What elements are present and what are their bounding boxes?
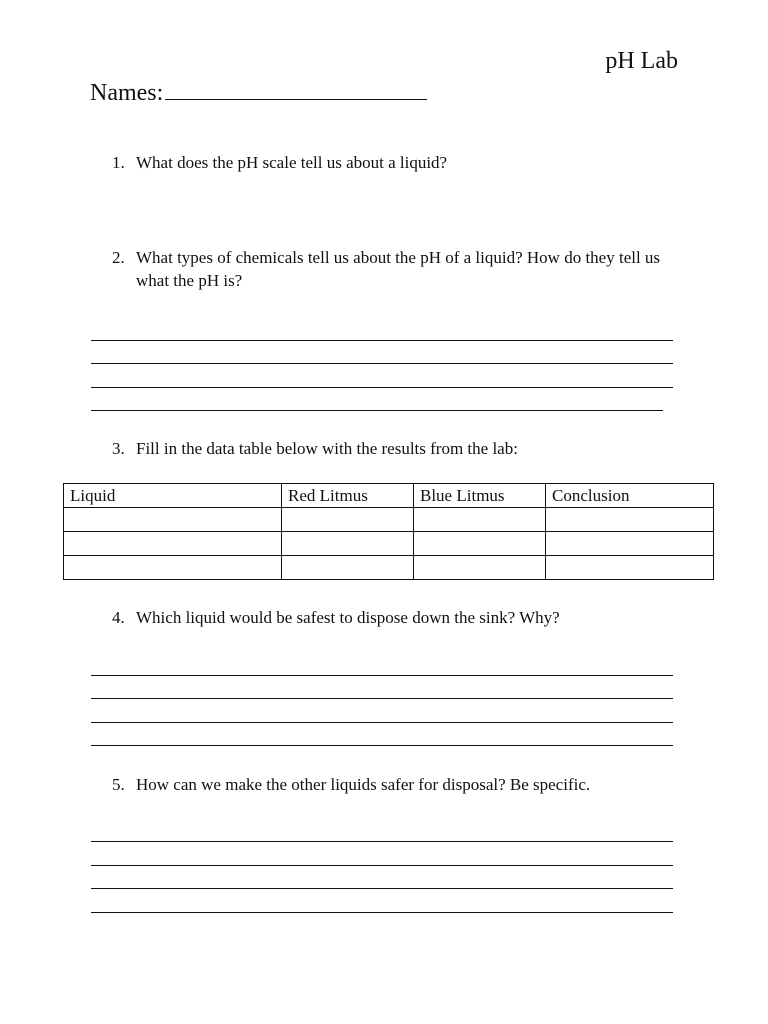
table-cell[interactable] xyxy=(414,532,546,556)
answer-line[interactable] xyxy=(91,912,673,913)
question-5 xyxy=(112,773,692,796)
table-cell[interactable] xyxy=(282,532,414,556)
table-cell[interactable] xyxy=(546,556,714,580)
answer-line[interactable] xyxy=(91,410,663,411)
question-number: 5. xyxy=(112,775,125,794)
question-text: What types of chemicals tell us about the pH of a liquid? How do they tell us what the pH is? xyxy=(136,248,661,290)
table-cell[interactable] xyxy=(64,508,282,532)
answer-line[interactable] xyxy=(91,841,673,842)
question-text: What does the pH scale tell us about a liquid? xyxy=(136,153,448,172)
answer-line[interactable] xyxy=(91,340,673,341)
page-title: pH Lab xyxy=(605,48,678,74)
question-number: 1. xyxy=(112,153,125,172)
table-row xyxy=(64,532,714,556)
table-row xyxy=(64,556,714,580)
question-3 xyxy=(112,437,692,460)
answer-line[interactable] xyxy=(91,865,673,866)
table-cell[interactable] xyxy=(546,532,714,556)
results-data-table xyxy=(63,483,714,580)
question-2 xyxy=(112,246,692,292)
table-cell[interactable] xyxy=(64,532,282,556)
table-cell[interactable] xyxy=(282,508,414,532)
table-row xyxy=(64,508,714,532)
question-4 xyxy=(112,606,692,629)
answer-line[interactable] xyxy=(91,387,673,388)
names-field[interactable] xyxy=(165,77,427,100)
question-number: 3. xyxy=(112,439,125,458)
question-text: How can we make the other liquids safer for disposal? Be specific. xyxy=(136,775,591,794)
answer-line[interactable] xyxy=(91,888,673,889)
question-number: 4. xyxy=(112,608,125,627)
question-text: Fill in the data table below with the results from the lab: xyxy=(136,439,518,458)
column-header-blue-litmus: Blue Litmus xyxy=(414,484,546,508)
table-cell[interactable] xyxy=(414,508,546,532)
answer-line[interactable] xyxy=(91,745,673,746)
column-header-liquid: Liquid xyxy=(64,484,282,508)
table-cell[interactable] xyxy=(64,556,282,580)
column-header-red-litmus: Red Litmus xyxy=(282,484,414,508)
answer-line[interactable] xyxy=(91,722,673,723)
question-text: Which liquid would be safest to dispose down the sink? Why? xyxy=(136,608,560,627)
table-cell[interactable] xyxy=(414,556,546,580)
answer-line[interactable] xyxy=(91,363,673,364)
table-cell[interactable] xyxy=(282,556,414,580)
question-number: 2. xyxy=(112,248,125,267)
table-header-row xyxy=(64,484,714,508)
question-1 xyxy=(112,151,692,174)
answer-line[interactable] xyxy=(91,698,673,699)
table-cell[interactable] xyxy=(546,508,714,532)
column-header-conclusion: Conclusion xyxy=(546,484,714,508)
names-row xyxy=(90,77,427,108)
names-label: Names: xyxy=(90,80,164,106)
answer-line[interactable] xyxy=(91,675,673,676)
